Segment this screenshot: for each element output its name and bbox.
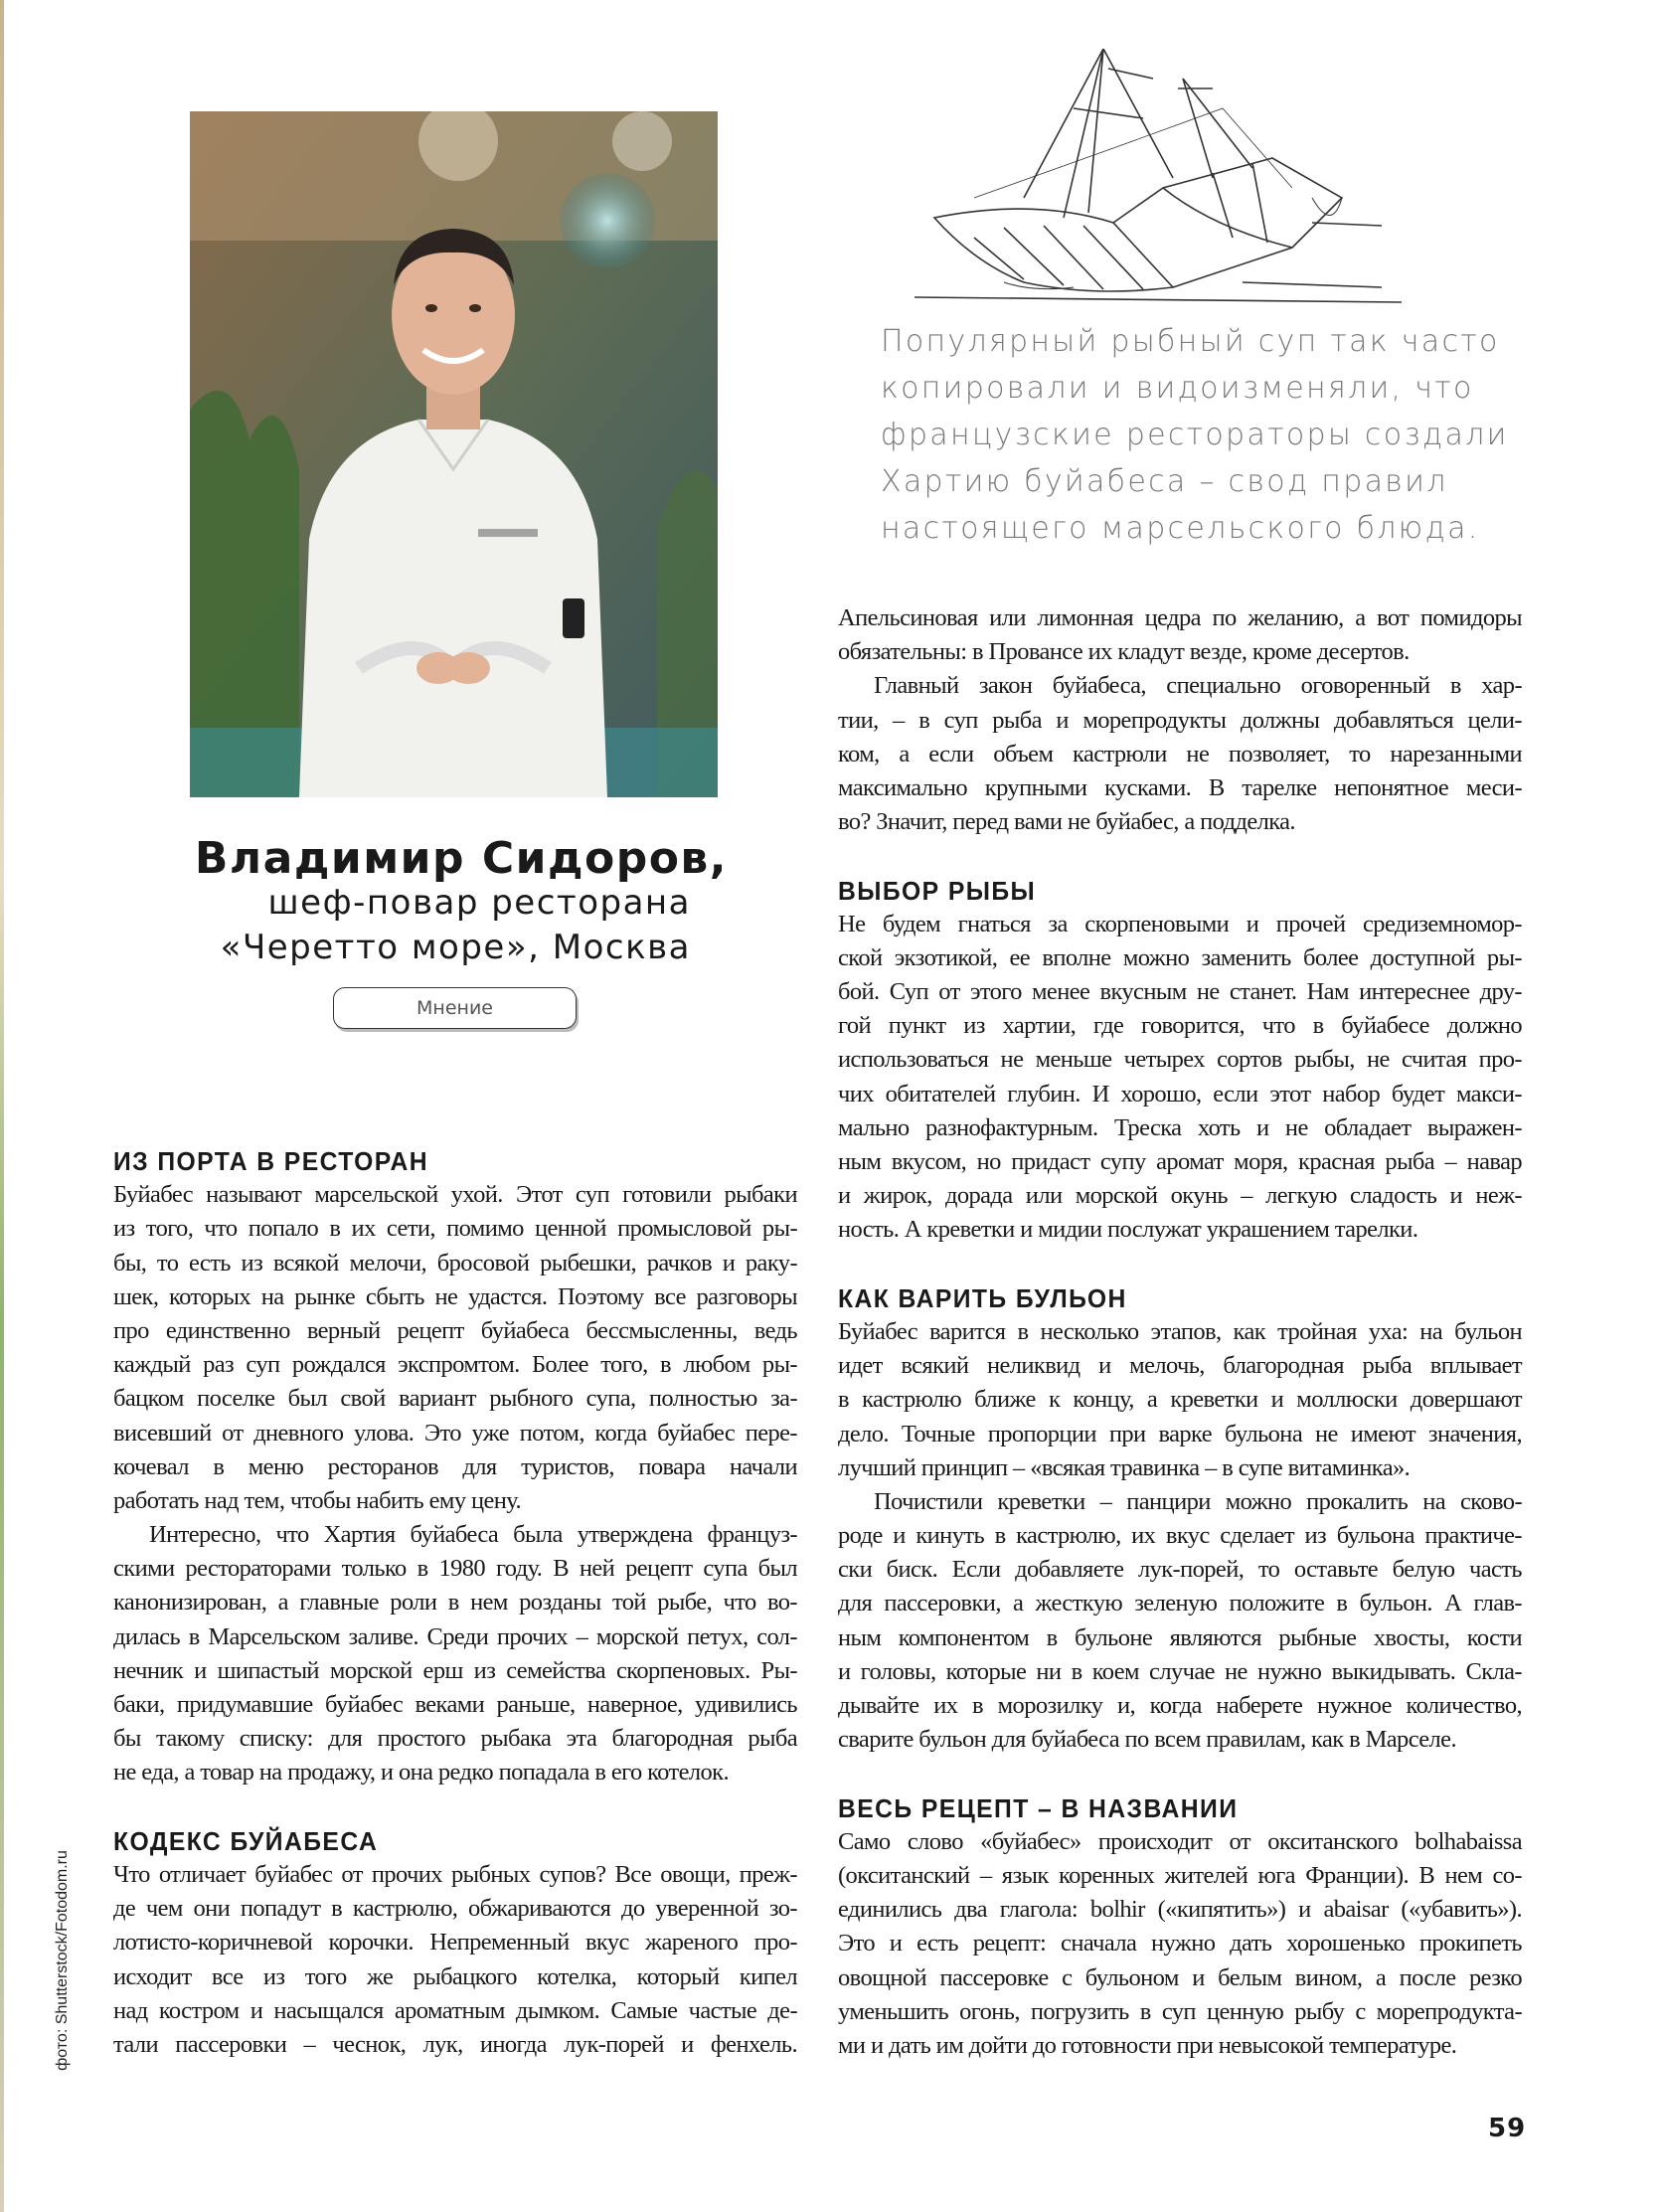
article-section	[838, 1281, 1522, 1758]
photo-credit: фото: Shutterstock/Fotodom.ru	[54, 1850, 71, 2071]
paragraph	[838, 1825, 1522, 2063]
text-line: висевший от дневного улова. Это уже потом, когда буйабес пере-	[113, 1419, 797, 1446]
text-line: про единственно верный рецепт буйабеса бессмысленны, ведь	[113, 1316, 797, 1344]
text-line: дывайте их в морозилку и, когда наберете нужное количество,	[838, 1692, 1522, 1719]
text-line: лучший принцип – «всякая травинка – в супе витаминка».	[838, 1453, 1411, 1481]
pull-quote	[881, 318, 1509, 552]
article-section	[838, 601, 1522, 839]
text-line: ность. А креветки и мидии послужат украшением тарелки.	[838, 1216, 1418, 1244]
paragraph	[113, 1858, 797, 2062]
section-heading: ВЕСЬ РЕЦЕПТ – В НАЗВАНИИ	[838, 1792, 1239, 1823]
text-line: (окситанский – язык коренных жителей юга Франции). В нем со-	[838, 1861, 1522, 1889]
text-line: для пассеровки, а жесткую зеленую положите в бульон. А глав-	[838, 1590, 1522, 1617]
text-line: сварите бульон для буйабеса по всем правилам, как в Марселе.	[838, 1726, 1456, 1754]
text-line: ми и дать им дойти до готовности при невысокой температуре.	[838, 2031, 1457, 2059]
text-line: Буйабес называют марсельской ухой. Этот суп готовили рыбаки	[113, 1181, 797, 1209]
text-line: ски биск. Если добавляете лук-порей, то оставьте белую часть	[838, 1556, 1522, 1584]
pull-quote-line: настоящего марсельского блюда.	[881, 511, 1480, 546]
text-line: кочевал в меню ресторанов для туристов, повара начали	[113, 1452, 797, 1480]
pull-quote-line: французские рестораторы создали	[881, 418, 1509, 452]
text-line: канонизирован, а главные роли в нем розданы той рыбе, что во-	[113, 1589, 797, 1616]
chef-restaurant: «Черетто море», Москва	[220, 928, 691, 967]
text-line: из того, что попало в их сети, помимо ценной промысловой ры-	[113, 1215, 797, 1243]
text-line: и жирок, дорада или морской окунь – легкую сладость и неж-	[838, 1182, 1522, 1210]
chef-portrait-photo	[190, 111, 718, 797]
text-line: ным вкусом, но придаст супу аромат моря, красная рыба – навар	[838, 1148, 1522, 1175]
article-section	[838, 1791, 1522, 2064]
text-line: и головы, которые ни в коем случае не нужно выкидывать. Скла-	[838, 1657, 1522, 1685]
text-line: бой. Суп от этого менее вкусным не станет. Нам интереснее дру-	[838, 978, 1522, 1006]
text-line: ской экзотикой, ее вполне можно заменить более доступной ры-	[838, 943, 1522, 971]
text-line: гой пункт из хартии, где говорится, что в буйабесе должно	[838, 1012, 1522, 1040]
section-heading: ИЗ ПОРТА В РЕСТОРАН	[113, 1146, 429, 1176]
text-line: Не будем гнаться за скорпеновыми и прочей средиземномор-	[838, 910, 1522, 937]
text-line: во? Значит, перед вами не буйабес, а подделка.	[838, 808, 1295, 836]
section-heading: КАК ВАРИТЬ БУЛЬОН	[838, 1282, 1127, 1313]
text-line: ком, а если объем кастрюли не позволяет, то нарезанными	[838, 740, 1522, 767]
text-line: Это и есть рецепт: сначала нужно дать хорошенько прокипеть	[838, 1930, 1522, 1957]
text-line: овощной пассеровке с бульоном и белым вином, а после резко	[838, 1963, 1522, 1991]
text-line: Главный закон буйабеса, специально оговоренный в хар-	[874, 672, 1522, 700]
article-section	[113, 1144, 797, 1790]
text-line: идет всякий неликвид и мелочь, благородная рыба вплывает	[838, 1352, 1522, 1380]
text-line: работать над тем, чтобы набить ему цену.	[113, 1486, 522, 1514]
article-section	[838, 874, 1522, 1248]
text-line: Само слово «буйабес» происходит от окситанского bolhabaissa	[838, 1827, 1522, 1855]
paragraph	[113, 1178, 797, 1518]
text-line: бы, то есть из всякой мелочи, бросовой рыбешки, рачков и раку-	[113, 1249, 797, 1276]
paragraph	[838, 1315, 1522, 1485]
paragraph	[838, 908, 1522, 1248]
text-line: уменьшить огонь, погрузить в суп ценную рыбу с морепродукта-	[838, 1997, 1522, 2025]
paragraph	[838, 601, 1522, 669]
text-line: Что отличает буйабес от прочих рыбных супов? Все овощи, преж-	[113, 1860, 797, 1888]
text-line: исходит все из того же рыбацкого котелка, который кипел	[113, 1962, 797, 1990]
text-line: баки, придумавшие буйабес веками раньше, наверное, удивились	[113, 1691, 797, 1718]
text-line: нечник и шипастый морской ерш из семейства скорпеновых. Ры-	[113, 1656, 797, 1684]
text-line: тали пассеровки – чеснок, лук, иногда лук-порей и фенхель.	[113, 2030, 797, 2058]
text-line: ным компонентом в бульоне являются рыбные хвосты, кости	[838, 1623, 1522, 1651]
text-line: дилась в Марсельском заливе. Среди прочих – морской петух, сол-	[113, 1622, 797, 1650]
text-line: чих обитателей глубин. И хорошо, если этот набор будет макси-	[838, 1080, 1522, 1107]
text-line: бы такому списку: для простого рыбака эта благородная рыба	[113, 1725, 797, 1753]
article-section	[113, 1824, 797, 2062]
text-line: дело. Точные пропорции при варке бульона не имеют значения,	[838, 1420, 1522, 1447]
text-line: тии, – в суп рыба и морепродукты должны добавляться цели-	[838, 706, 1522, 734]
text-line: максимально крупными кусками. В тарелке непонятное меси-	[838, 773, 1522, 801]
paragraph	[838, 669, 1522, 839]
text-line: Буйабес варится в несколько этапов, как тройная уха: на бульон	[838, 1317, 1522, 1345]
section-heading: КОДЕКС БУЙАБЕСА	[113, 1825, 379, 1856]
opinion-tag: Мнение	[333, 987, 577, 1029]
section-heading: ВЫБОР РЫБЫ	[838, 875, 1037, 906]
text-line: использоваться не меньше четырех сортов рыбы, не считая про-	[838, 1046, 1522, 1074]
text-line: над костром и насыщался ароматным дымком. Самые частые де-	[113, 1996, 797, 2024]
text-line: не еда, а товар на продажу, и она редко попадала в его котелок.	[113, 1759, 729, 1787]
pull-quote-line: копировали и видоизменяли, что	[881, 371, 1474, 406]
chef-role: шеф-повар ресторана	[267, 883, 691, 923]
paragraph	[113, 1518, 797, 1790]
pull-quote-line: Популярный рыбный суп так часто	[881, 324, 1500, 359]
text-line: Интересно, что Хартия буйабеса была утверждена француз-	[149, 1521, 797, 1549]
text-line: в кастрюлю ближе к концу, а креветки и моллюски довершают	[838, 1386, 1522, 1414]
text-line: лотисто-коричневой корочки. Непременный вкус жареного про-	[113, 1929, 797, 1957]
text-line: единились два глагола: bolhir («кипятить») и abaisar («убавить»).	[838, 1896, 1522, 1924]
article-column-right	[838, 601, 1522, 2063]
text-line: Почистили креветки – панцири можно прокалить на сково-	[874, 1487, 1522, 1515]
text-line: Апельсиновая или лимонная цедра по желанию, а вот помидоры	[838, 604, 1522, 631]
text-line: обязательны: в Провансе их кладут везде, кроме десертов.	[838, 638, 1410, 666]
page-edge	[0, 0, 4, 2212]
text-line: скими рестораторами только в 1980 году. В ней рецепт супа был	[113, 1555, 797, 1583]
text-line: мально разнофактурным. Треска хоть и не обладает выражен-	[838, 1113, 1522, 1141]
text-line: роде и кинуть в кастрюлю, их вкус сделает из бульона практиче-	[838, 1522, 1522, 1550]
boat-sketch-illustration	[915, 49, 1402, 317]
pull-quote-line: Хартию буйабеса – свод правил	[881, 464, 1448, 499]
text-line: де чем они попадут в кастрюлю, обжариваются до уверенной зо-	[113, 1895, 797, 1923]
text-line: бацком поселке был свой вариант рыбного супа, полностью за-	[113, 1385, 797, 1413]
page-number: 59	[1488, 2114, 1527, 2143]
paragraph	[838, 1485, 1522, 1758]
text-line: шек, которых на рынке сбыть не удастся. Поэтому все разговоры	[113, 1282, 797, 1310]
chef-name: Владимир Сидоров,	[194, 833, 728, 884]
text-line: каждый раз суп рождался экспромтом. Более того, в любом ры-	[113, 1351, 797, 1379]
article-column-left	[113, 1144, 797, 2062]
